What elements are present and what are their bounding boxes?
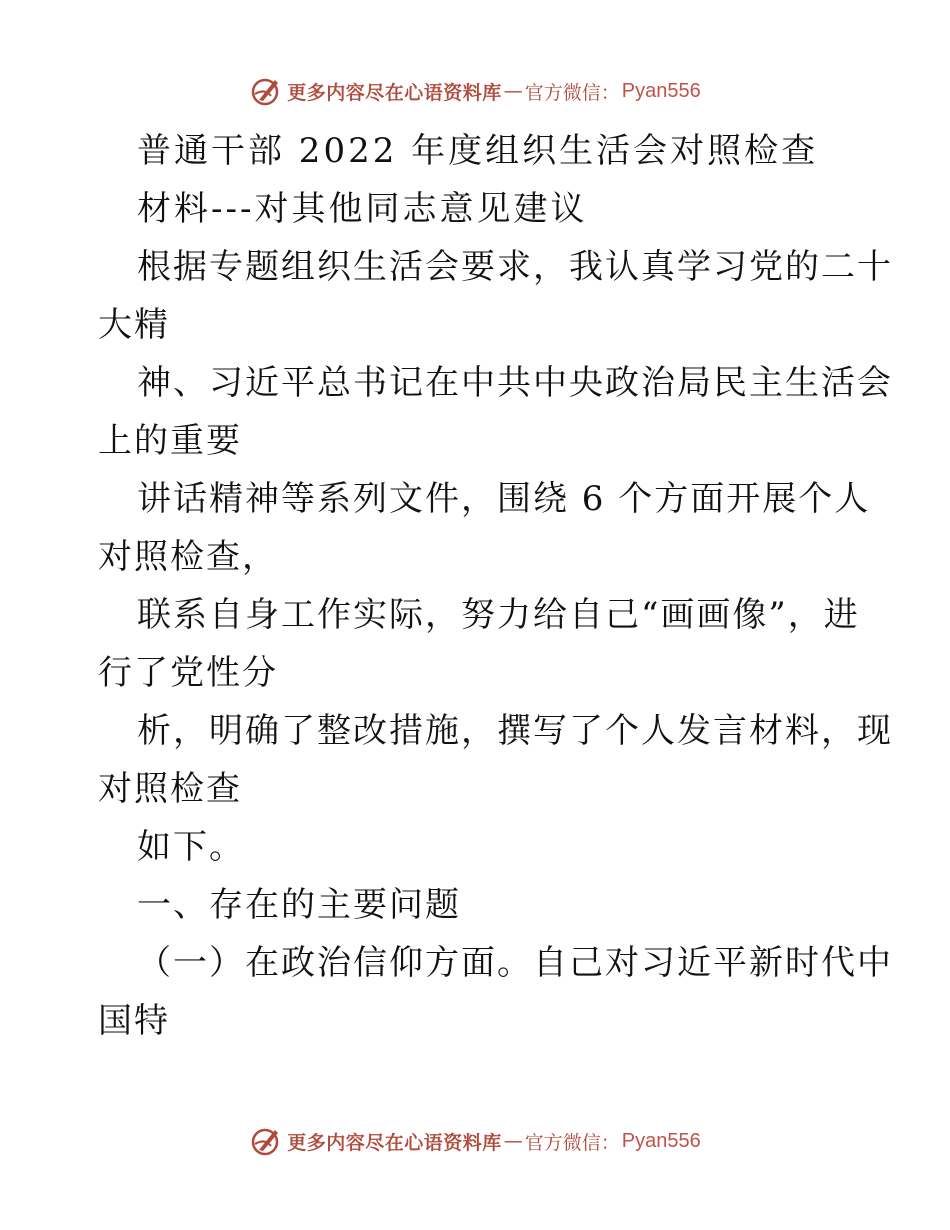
text-line: 析，明确了整改措施，撰写了个人发言材料，现	[137, 711, 893, 751]
quill-logo-icon	[249, 1124, 283, 1158]
text-line: 上的重要	[98, 421, 242, 461]
text-line: 对照检查	[98, 769, 242, 809]
text-line: 神、习近平总书记在中共中央政治局民主生活会	[137, 363, 893, 403]
document-title-line-2: 材料---对其他同志意见建议	[137, 189, 588, 229]
text-line: 大精	[98, 305, 170, 345]
watermark-library-text: 更多内容尽在心语资料库	[287, 1131, 502, 1154]
document-title-line-1: 普通干部 2022 年度组织生活会对照检查	[137, 131, 819, 171]
watermark-dash: —	[503, 1130, 523, 1152]
watermark-wechat-id: Pyan556	[621, 79, 701, 102]
text-line: 行了党性分	[98, 653, 278, 693]
text-line: 如下。	[137, 827, 245, 867]
document-body	[98, 122, 893, 1050]
watermark-banner-top	[0, 74, 950, 108]
watermark-wechat-id: Pyan556	[621, 1129, 701, 1152]
section-heading: 一、存在的主要问题	[137, 885, 461, 925]
watermark-dash: —	[503, 80, 523, 102]
text-line: （一）在政治信仰方面。自己对习近平新时代中	[137, 943, 893, 983]
watermark-library-text: 更多内容尽在心语资料库	[287, 81, 502, 104]
watermark-wechat-label: 官方微信：	[524, 81, 620, 104]
text-line: 讲话精神等系列文件，围绕 6 个方面开展个人	[137, 479, 871, 519]
quill-logo-icon	[249, 74, 283, 108]
text-line: 联系自身工作实际，努力给自己“画画像”，进	[137, 595, 860, 635]
text-line: 对照检查，	[98, 537, 278, 577]
text-line: 根据专题组织生活会要求，我认真学习党的二十	[137, 247, 893, 287]
watermark-wechat-label: 官方微信：	[524, 1131, 620, 1154]
watermark-banner-bottom	[0, 1124, 950, 1158]
text-line: 国特	[98, 1001, 170, 1041]
